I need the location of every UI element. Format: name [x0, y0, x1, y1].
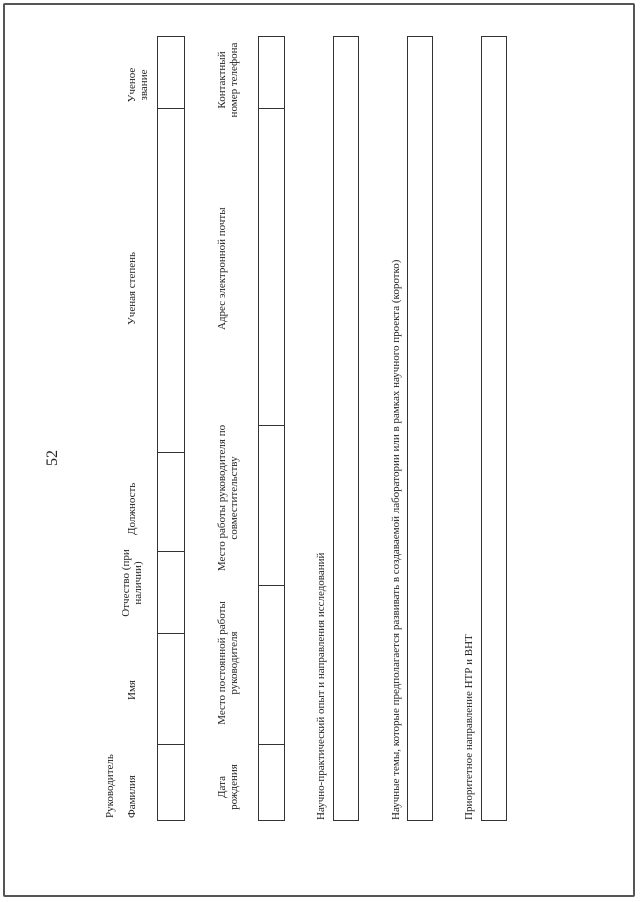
header-patronymic-text: Отчество (при наличии) [120, 549, 144, 617]
table2-divider [258, 425, 285, 426]
header-name: Имя [126, 680, 138, 700]
page-number: 52 [44, 450, 61, 466]
section-topics-label: Научные темы, которые предполагается развивать в создаваемой лаборатории или в рамках научного проекта (коротко) [390, 259, 402, 820]
table1-divider [157, 452, 185, 453]
table1-divider [157, 551, 158, 633]
experience-field[interactable] [333, 36, 359, 821]
header-secondary-work-text: Место работы руководителя по совместительству [216, 424, 240, 572]
header-academic-title-text: Ученое звание [126, 67, 150, 103]
table1-divider [157, 551, 185, 552]
section-priority-label: Приоритетное направление НТР и ВНТ [463, 634, 475, 820]
priority-field[interactable] [481, 36, 507, 821]
header-academic-degree: Ученая степень [126, 251, 138, 325]
section-title: Руководитель [104, 754, 116, 818]
table2-body [258, 36, 285, 821]
header-birthdate-text: Дата рождения [216, 764, 240, 810]
table2-divider [258, 744, 285, 745]
table1-body [157, 36, 185, 821]
table2-divider [258, 585, 285, 586]
table1-divider [157, 108, 185, 109]
header-permanent-work-text: Место постоянной работы руководителя [216, 601, 240, 725]
header-phone-text: Контактный номер телефона [216, 42, 240, 118]
table2-divider [258, 108, 285, 109]
section-experience-label: Научно-практический опыт и направления исследований [315, 552, 327, 820]
header-position: Должность [126, 482, 138, 535]
topics-field[interactable] [407, 36, 433, 821]
table1-divider [157, 633, 185, 634]
table1-divider [157, 744, 185, 745]
header-surname: Фамилия [126, 775, 138, 818]
header-email: Адрес электронной почты [216, 207, 228, 330]
